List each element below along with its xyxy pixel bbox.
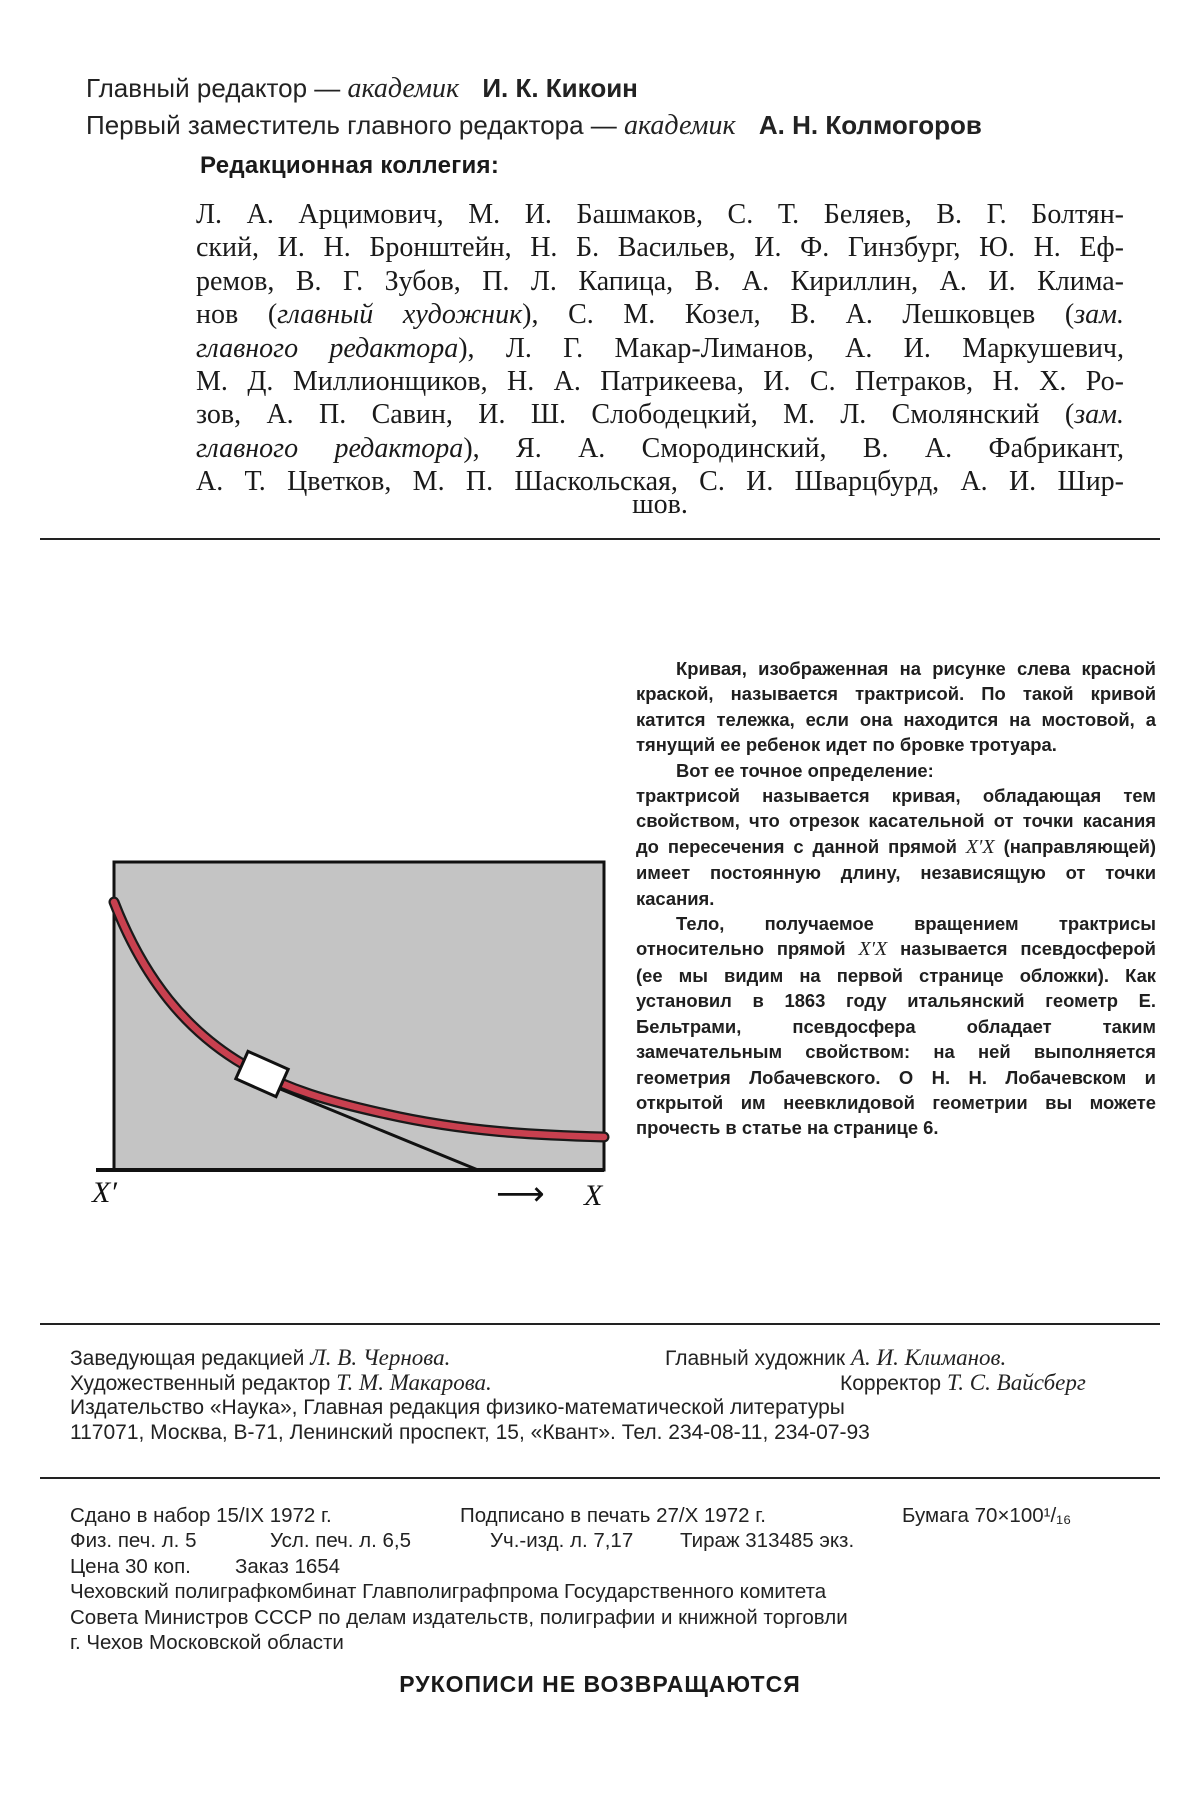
board-role: главный художник bbox=[277, 299, 523, 331]
credit-name: Л. В. Чернова. bbox=[310, 1345, 451, 1370]
credits-row bbox=[70, 1370, 1150, 1395]
imprint-row bbox=[70, 1528, 1150, 1553]
editorial-board-list bbox=[196, 198, 1125, 520]
label-x: X bbox=[584, 1179, 603, 1212]
manuscripts-notice: РУКОПИСИ НЕ ВОЗВРАЩАЮТСЯ bbox=[399, 1671, 801, 1697]
caption-variable: X′X bbox=[965, 835, 995, 858]
typeset-date: Сдано в набор 15/IX 1972 г. bbox=[70, 1504, 332, 1527]
print-sheets: Физ. печ. л. 5 bbox=[70, 1529, 197, 1553]
divider-middle bbox=[40, 1323, 1160, 1325]
conv-sheets: Усл. печ. л. 6,5 bbox=[270, 1529, 411, 1553]
board-text: нов ( bbox=[196, 299, 278, 331]
deputy-name: А. Н. Колмогоров bbox=[758, 110, 982, 140]
publisher-line: Издательство «Наука», Главная редакция физико-математической литературы bbox=[70, 1396, 845, 1419]
board-text: ), С. М. Козел, В. А. Лешковцев ( bbox=[522, 299, 1075, 331]
caption-paragraph: Кривая, изображенная на рисунке слева красной краской, называется трактрисой. По такой кривой катится тележка, если она находится на мостовой, а тянущий ее ребенок идет по бровке тротуара. bbox=[636, 658, 1156, 756]
editor-in-chief-line bbox=[86, 70, 1136, 107]
caption-text: Тело, получаемое вращением трактрисы относительно прямой bbox=[636, 913, 1156, 960]
printer-line: Совета Министров СССР по делам издательств, полиграфии и книжной торговли bbox=[70, 1605, 848, 1629]
board-role: зам. bbox=[1074, 299, 1125, 331]
caption-text: трактрисой называется кривая, обладающая тем свойством, что отрезок касательной от точки касания до пересечения с данной прямой bbox=[636, 785, 1156, 857]
board-line bbox=[196, 432, 1124, 465]
credit-name: Т. М. Макарова. bbox=[336, 1370, 492, 1395]
board-line: ский, И. Н. Бронштейн, Н. Б. Васильев, И. Ф. Гинзбург, Ю. Н. Еф- bbox=[196, 232, 1124, 264]
board-line: М. Д. Миллионщиков, Н. А. Патрикеева, И. С. Петраков, Н. Х. Ро- bbox=[196, 366, 1124, 398]
figure-caption bbox=[636, 656, 1156, 1141]
order-number: Заказ 1654 bbox=[235, 1554, 341, 1578]
deputy-role: Первый заместитель главного редактора — bbox=[86, 110, 617, 140]
staff-credits bbox=[70, 1345, 1150, 1445]
board-role: зам. bbox=[1074, 399, 1124, 431]
caption-variable: X′X bbox=[858, 938, 888, 961]
printer-city: г. Чехов Московской области bbox=[70, 1630, 344, 1654]
board-line: Л. А. Арцимович, М. И. Башмаков, С. Т. Беляев, В. Г. Болтян- bbox=[196, 199, 1124, 230]
price: Цена 30 коп. bbox=[70, 1554, 191, 1578]
board-line: ремов, В. Г. Зубов, П. Л. Капица, В. А. Кириллин, А. И. Клима- bbox=[196, 265, 1124, 297]
board-line-last: шов. bbox=[632, 489, 688, 520]
imprint-row bbox=[70, 1503, 1150, 1528]
caption-text: называется псевдосферой (ее мы видим на первой странице обложки). Как установил в 1863 году итальянский геометр Е. Бельтрами, псевдосфера обладает таким замечательным свойством: на ней выполняется геометрия Лобачевского. О Н. Н. Лобачевском и открытой им неевклидовой геометрии вы можете прочесть в статье на странице 6. bbox=[636, 938, 1156, 1139]
board-line bbox=[196, 298, 1124, 331]
credit-role: Художественный редактор bbox=[70, 1372, 331, 1395]
editorial-board-title: Редакционная коллегия: bbox=[200, 152, 500, 179]
credit-role: Корректор bbox=[840, 1372, 942, 1395]
credits-row bbox=[70, 1345, 1150, 1370]
credit-name: Т. С. Вайсберг bbox=[946, 1370, 1086, 1395]
masthead bbox=[86, 70, 1136, 144]
signed-date: Подписано в печать 27/X 1972 г. bbox=[460, 1504, 766, 1527]
editor-title: академик bbox=[347, 73, 460, 104]
board-line: А. Т. Цветков, М. П. Шаскольская, С. И. Шварцбурд, А. И. Шир- bbox=[196, 466, 1124, 498]
board-role: главного редактора bbox=[196, 332, 459, 364]
tractrix-figure bbox=[86, 852, 616, 1212]
board-text: зов, А. П. Савин, И. Ш. Слободецкий, М. Л. Смолянский ( bbox=[196, 399, 1075, 431]
address-line: 117071, Москва, В-71, Ленинский проспект, 15, «Квант». Тел. 234-08-11, 234-07-93 bbox=[70, 1421, 870, 1444]
editor-name: И. К. Кикоин bbox=[482, 73, 638, 103]
credit-role: Главный художник bbox=[665, 1347, 846, 1370]
print-run: Тираж 313485 экз. bbox=[680, 1529, 855, 1553]
imprint-row bbox=[70, 1554, 1150, 1579]
printer-line: Чеховский полиграфкомбинат Главполиграфпрома Государственного комитета bbox=[70, 1580, 827, 1604]
caption-paragraph: Вот ее точное определение: bbox=[676, 759, 934, 781]
editor-role: Главный редактор — bbox=[86, 73, 341, 103]
direction-arrow-icon: ⟶ bbox=[496, 1174, 545, 1212]
credit-name: А. И. Климанов. bbox=[850, 1345, 1007, 1370]
board-text: ), Я. А. Смородинский, В. А. Фабрикант, bbox=[463, 432, 1125, 464]
divider-bottom bbox=[40, 1477, 1160, 1479]
paper-format: Бумага 70×100¹/₁₆ bbox=[902, 1504, 1072, 1527]
credit-role: Заведующая редакцией bbox=[70, 1347, 305, 1370]
pub-sheets: Уч.-изд. л. 7,17 bbox=[490, 1529, 634, 1553]
deputy-title: академик bbox=[624, 110, 736, 141]
board-role: главного редактора bbox=[196, 432, 464, 464]
board-text: ), Л. Г. Макар-Лиманов, А. И. Маркушевич, bbox=[458, 332, 1124, 364]
caption-text: (направляющей) имеет постоянную длину, независящую от точки касания. bbox=[636, 835, 1156, 909]
board-line bbox=[196, 398, 1124, 431]
print-imprint bbox=[70, 1503, 1150, 1655]
caption-paragraph bbox=[636, 783, 1156, 911]
caption-paragraph bbox=[636, 911, 1156, 1141]
deputy-editor-line bbox=[86, 107, 1136, 144]
label-x-prime: X′ bbox=[92, 1176, 117, 1209]
board-line bbox=[196, 332, 1124, 365]
divider-top bbox=[40, 538, 1160, 540]
